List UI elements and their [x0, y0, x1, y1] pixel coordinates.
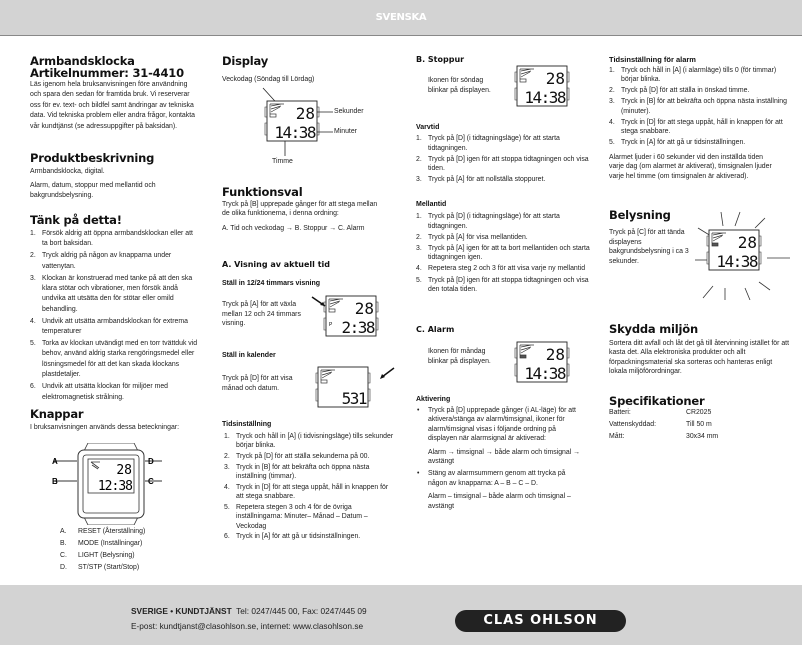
- buttons-heading: Knappar: [30, 407, 84, 421]
- list-item: [224, 452, 394, 461]
- kv-value: CR2025: [686, 409, 712, 416]
- kv-key: B.: [60, 540, 67, 547]
- button-label-d: D: [148, 457, 154, 466]
- lap-heading: Varvtid: [416, 124, 440, 131]
- item-number: 2.: [30, 252, 36, 260]
- page-header: [0, 0, 802, 36]
- item-text: Tryck på [D] igen för att stoppa tidtagningen och visa tiden.: [428, 155, 589, 173]
- item-number: 6.: [224, 533, 230, 541]
- list-item: [224, 483, 394, 502]
- activation-heading: Aktivering: [416, 396, 451, 403]
- pm-indicator: P: [329, 322, 333, 328]
- intro-text: Läs igenom hela bruksanvisningen före användning och spara den sedan för framtida bruk. Vi reserverar oss för ev. text- och bildfel samt ändringar av tekniska data. Vid tekniska problem eller andra frågor, kontakta vår kundtjänst (se adressuppgifter på baksidan).: [30, 81, 195, 130]
- list-item: [609, 118, 789, 137]
- kv-row: [609, 408, 789, 418]
- item-number: 3.: [224, 463, 230, 471]
- lcd-bottom-digits: 14:38: [274, 123, 315, 142]
- list-item: [30, 317, 200, 338]
- list-item: [416, 244, 591, 263]
- item-number: 6.: [30, 383, 36, 391]
- item-number: 5.: [609, 138, 615, 146]
- function-heading: Funktionsval: [222, 185, 303, 199]
- item-text: Klockan är konstruerad med tanke på att den ska klara stötar och vibrationer, men försök ändå undvika att utsätta den för stötar eller omild behandling.: [42, 274, 193, 313]
- item-number: 1.: [416, 135, 422, 142]
- kv-value: 30x34 mm: [686, 433, 719, 440]
- item-number: 5.: [416, 276, 422, 284]
- kv-row: [60, 527, 200, 537]
- time-set-list: [224, 432, 394, 543]
- lcd-bottom-digits: 14:38: [524, 88, 565, 107]
- activation-item: • Stäng av alarmsummern genom att trycka på någon av knapparna: A – B – C – D. Alarm – timsignal – både alarm och timsignal – avstängt: [417, 470, 571, 510]
- kv-row: [609, 420, 789, 430]
- item-text: Tryck på [A] igen för att ta bort mellantiden och starta tidtagningen igen.: [428, 244, 590, 262]
- care-list: [30, 229, 200, 405]
- weekday-label: Veckodag (Söndag till Lördag): [222, 76, 315, 83]
- item-text: Tryck på [D] för att ställa sekunderna på 00.: [236, 453, 370, 461]
- lcd-display: [265, 101, 319, 142]
- time-heading: A. Visning av aktuell tid: [222, 260, 330, 269]
- lcd-alarm-diagram: [513, 340, 573, 388]
- kv-key: Mått:: [609, 433, 625, 440]
- lcd-bottom-digits: 14:38: [524, 364, 565, 383]
- item-number: 3.: [416, 176, 422, 184]
- lcd-top-digits: 28: [545, 345, 565, 364]
- item-number: 1.: [224, 433, 230, 440]
- item-number: 4.: [416, 265, 422, 273]
- item-number: 2.: [609, 87, 615, 95]
- alarm-set-list: [609, 66, 789, 149]
- item-text: Repetera steg 2 och 3 för att visa varje ny mellantid: [428, 265, 586, 273]
- item-text: Tryck in [A] för att gå ur tidsinställningen.: [621, 138, 746, 146]
- kv-key: A.: [60, 528, 67, 535]
- lcd-12h-diagram: [310, 292, 400, 342]
- button-label-b: B: [52, 477, 58, 486]
- item-text: Tryck in [D] för att stega uppåt, håll in knappen för att stega snabbare.: [621, 118, 783, 135]
- item-number: 4.: [609, 118, 615, 126]
- kv-value: Till 50 m: [686, 421, 712, 428]
- list-item: [224, 432, 394, 451]
- lcd-bottom-digits: 531: [341, 389, 366, 408]
- list-item: [224, 532, 394, 541]
- item-text: Tryck på [D] för att ställa in önskad timme.: [621, 87, 750, 95]
- item-number: 1.: [416, 213, 422, 220]
- button-label-a: A: [52, 457, 58, 466]
- kv-value: RESET (Återställning): [78, 528, 146, 535]
- lcd-top-digits: 28: [545, 69, 565, 88]
- item-number: 4.: [224, 483, 230, 491]
- list-item: [224, 463, 394, 482]
- footer-phone: Tel: 0247/445 00, Fax: 0247/445 09: [236, 606, 367, 616]
- care-heading: Tänk på detta!: [30, 213, 122, 227]
- lcd-top-digits: 28: [737, 233, 757, 252]
- activation-list: [416, 406, 586, 511]
- item-text: Tryck och håll in [A] (i tidvisningsläge) tills sekunder börjar blinka.: [236, 433, 394, 450]
- item-text: Tryck på [D] igen för att stoppa tidtagningen och visa den totala tiden.: [428, 276, 589, 294]
- lcd-stopwatch-diagram: [513, 64, 573, 112]
- kv-key: Vattenskyddad:: [609, 421, 656, 428]
- time-set-heading: Tidsinställning: [222, 421, 272, 428]
- light-text: Tryck på [C] för att tända displayens bakgrundsbelysning i ca 3 sekunder.: [609, 229, 689, 265]
- item-text: Undvik att utsätta armbandsklockan för extrema temperaturer: [42, 317, 188, 336]
- item-number: 2.: [416, 155, 422, 163]
- item-text: Tryck på [D] (i tidtagningsläge) för att starta tidtagningen.: [428, 135, 560, 152]
- display-heading: Display: [222, 54, 269, 68]
- kv-row: [60, 563, 200, 573]
- kv-value: LIGHT (Belysning): [78, 552, 135, 559]
- alarm-text: Ikonen för måndag blinkar på displayen.: [428, 348, 491, 365]
- item-number: 3.: [609, 98, 615, 106]
- footer-country: SVERIGE • KUNDTJÄNST: [131, 606, 232, 616]
- calendar-heading: Ställ in kalender: [222, 352, 276, 359]
- stopwatch-text: Ikonen för söndag blinkar på displayen.: [428, 77, 491, 94]
- kv-key: D.: [60, 564, 67, 571]
- lcd-light: [707, 230, 761, 271]
- item-text: Tryck på [D] (i tidtagningsläge) för att starta tidtagningen.: [428, 213, 560, 230]
- environment-heading: Skydda miljön: [609, 322, 698, 336]
- item-number: 1.: [30, 230, 36, 237]
- list-item: [30, 382, 200, 403]
- language-label: SVENSKA: [375, 12, 427, 23]
- item-number: 3.: [416, 244, 422, 252]
- lcd-bottom-digits: 14:38: [716, 252, 757, 271]
- kv-key: C.: [60, 552, 67, 559]
- environment-text: Sortera ditt avfall och låt det gå till återvinning istället för att kasta det. Alla elektroniska produkter och allt förpackningsmaterial ska sorteras och hanteras enligt lokala miljöförordningar.: [609, 340, 790, 376]
- seconds-label: Sekunder: [334, 108, 364, 115]
- buttons-intro: I bruksanvisningen används dessa beteckningar:: [30, 424, 180, 431]
- buttons-legend: [60, 527, 200, 575]
- kv-key: Batteri:: [609, 409, 631, 416]
- item-text: Tryck aldrig på någon av knapparna under vattenytan.: [42, 252, 172, 270]
- lcd-bottom-digits: 2:38: [341, 318, 374, 337]
- item-text: Tryck och håll in [A] (i alarmläge) tills 0 (för timmar) börjar blinka.: [621, 67, 777, 84]
- list-item: [30, 229, 200, 250]
- product-text-2: Alarm, datum, stoppur med mellantid och bakgrundsbelysning.: [30, 182, 156, 200]
- item-text: Undvik att utsätta klockan för miljöer med elektromagnetisk strålning.: [42, 383, 168, 401]
- lcd-stopwatch: [515, 66, 569, 107]
- alarm-note: Alarmet ljuder i 60 sekunder vid den inställda tiden varje dag (om alarmet är aktiverat), timsignalen ljuder varje hel timme (om timsignalen är aktiverad).: [609, 154, 772, 180]
- item-text: Tryck på [A] för visa mellantiden.: [428, 233, 528, 241]
- lcd-top-digits: 28: [354, 299, 374, 318]
- item-text: Tryck in [B] för att bekräfta och öppna nästa inställning (timmar).: [236, 463, 370, 481]
- item-text: Tryck in [B] för att bekräfta och öppna nästa inställning (minuter).: [621, 98, 787, 115]
- h1224-text: Tryck på [A] för att växla mellan 12 och 24 timmars visning.: [222, 301, 301, 327]
- spec-heading: Specifikationer: [609, 394, 705, 408]
- svg-text:12:38: 12:38: [97, 479, 132, 494]
- list-item: [416, 155, 591, 174]
- lcd-alarm: [515, 342, 569, 383]
- function-text: Tryck på [B] upprepade gånger för att stega mellan de olika funktionerna, i denna ordning:: [222, 201, 378, 217]
- item-number: 1.: [609, 67, 615, 74]
- lcd-knappar: [88, 459, 134, 494]
- item-text: Tryck in [A] för att gå ur tidsinställningen.: [236, 533, 361, 541]
- alarm-heading: C. Alarm: [416, 325, 455, 334]
- activation-item: • Tryck på [D] upprepade gånger (i AL-läge) för att aktivera/stänga av alarm/timsignal, ikoner för alarm/timsignal visas i följande ordning på displayen när alarmsignal är aktiverad: Alarm → timsignal → både alarm och timsignal → avstängt: [417, 407, 581, 466]
- h1224-heading: Ställ in 12/24 timmars visning: [222, 280, 321, 287]
- list-item: [30, 274, 200, 316]
- item-number: 5.: [224, 504, 230, 512]
- split-heading: Mellantid: [416, 201, 447, 208]
- spec-table: [609, 408, 789, 444]
- list-item: [416, 134, 591, 153]
- list-item: [416, 175, 591, 185]
- hour-label: Timme: [272, 158, 293, 165]
- kv-value: ST/STP (Start/Stop): [78, 564, 140, 571]
- item-number: 2.: [416, 233, 422, 241]
- list-item: [609, 66, 789, 85]
- item-number: 4.: [30, 317, 36, 325]
- minutes-label: Minuter: [334, 128, 357, 135]
- lcd-light-diagram: [695, 210, 795, 300]
- item-text: Tryck in [D] för att stega uppåt, håll in knappen för att stega snabbare.: [236, 483, 389, 501]
- stopwatch-heading: B. Stoppur: [416, 55, 465, 64]
- kv-row: [609, 432, 789, 442]
- page-footer: [0, 585, 802, 645]
- lcd-calendar-diagram: [310, 362, 400, 412]
- lcd-top-digits: 28: [295, 104, 315, 123]
- list-item: [416, 212, 591, 231]
- watch-buttons-diagram: [50, 443, 170, 525]
- product-title: Armbandsklocka: [30, 54, 135, 68]
- list-item: [224, 503, 394, 531]
- article-number: Artikelnummer: 31-4410: [30, 66, 184, 80]
- svg-text:28: 28: [116, 463, 132, 478]
- alarm-set-heading: Tidsinställning för alarm: [609, 55, 696, 64]
- list-item: [609, 97, 789, 116]
- list-item: [609, 138, 789, 147]
- item-text: Repetera stegen 3 och 4 för de övriga inställningarna: Minuter– Månad – Datum – Veckodag: [236, 504, 368, 530]
- button-label-c: C: [148, 477, 154, 486]
- item-text: Tryck på [A] för att nollställa stoppuret.: [428, 176, 546, 184]
- light-heading: Belysning: [609, 208, 671, 222]
- item-text: Torka av klockan utvändigt med en torr tvättduk vid behov, använd aldrig starka rengöringsmedel eller lösningsmedel för att det kan skada klockans plastdetaljer.: [42, 340, 198, 379]
- list-item: [30, 339, 200, 381]
- list-item: [609, 86, 789, 95]
- lcd-calendar: [316, 367, 370, 408]
- list-item: [416, 264, 591, 274]
- kv-row: [60, 551, 200, 561]
- list-item: [416, 233, 591, 243]
- product-heading: Produktbeskrivning: [30, 151, 155, 165]
- split-list: [416, 212, 591, 296]
- kv-row: [60, 539, 200, 549]
- calendar-text: Tryck på [D] för att visa månad och datum.: [222, 375, 293, 392]
- brand-logo: CLAS OHLSON: [455, 610, 626, 632]
- list-item: [416, 276, 591, 295]
- product-text-1: Armbandsklocka, digital.: [30, 168, 105, 175]
- item-number: 3.: [30, 274, 36, 282]
- lap-list: [416, 134, 591, 186]
- item-number: 2.: [224, 453, 230, 461]
- list-item: [30, 251, 200, 272]
- footer-contact: E-post: kundtjanst@clasohlson.se, internet: www.clasohlson.se: [131, 621, 364, 631]
- kv-value: MODE (Inställningar): [78, 540, 143, 547]
- lcd-12h: [324, 296, 378, 337]
- function-order: A. Tid och veckodag → B. Stoppur → C. Alarm: [222, 225, 365, 232]
- item-number: 5.: [30, 340, 36, 348]
- item-text: Försök aldrig att öppna armbandsklockan eller att ta bort baksidan.: [42, 230, 193, 248]
